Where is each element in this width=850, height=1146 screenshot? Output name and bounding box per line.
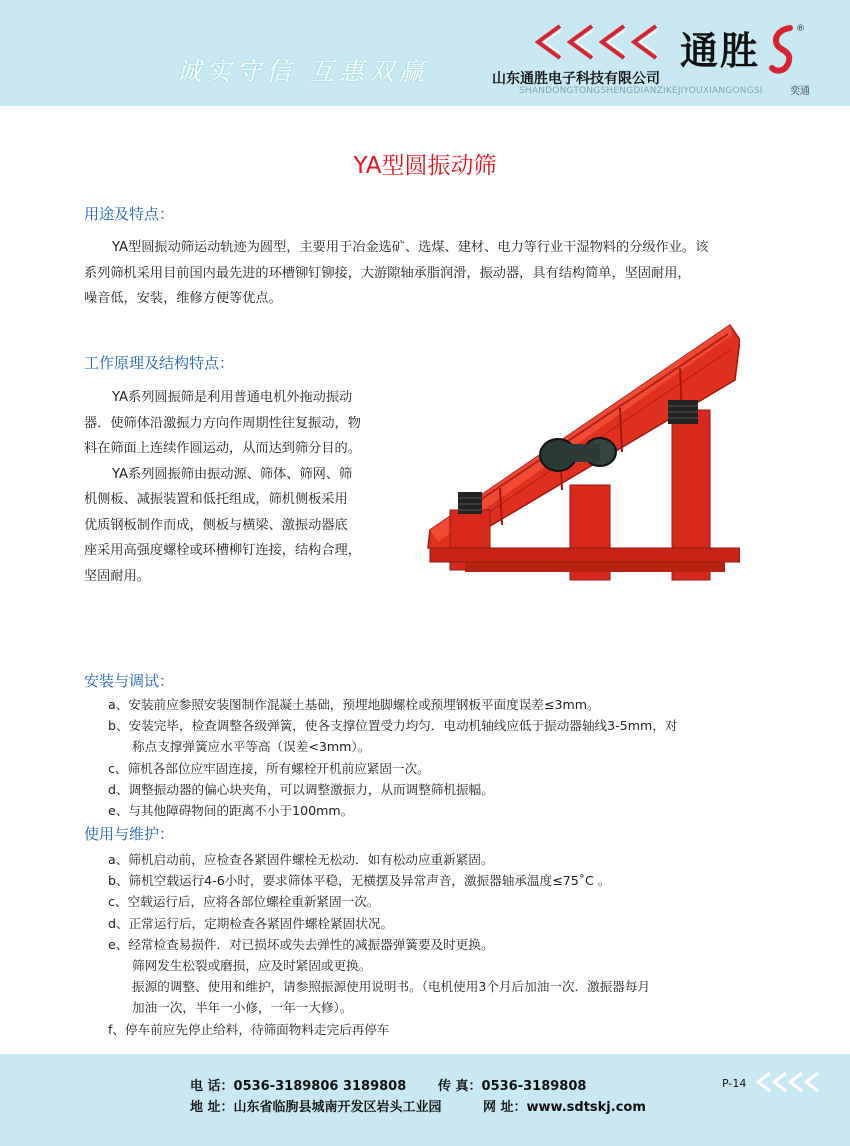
list-item: e、经常检查易损件．对已损坏或失去弹性的减振器弹簧要及时更换。 [108,936,494,952]
address-label: 地 址： [190,1100,234,1115]
fax-number: 0536-3189808 [481,1079,587,1094]
text-line: 坚固耐用。 [84,568,150,584]
maintenance-heading: 使用与维护： [84,825,175,843]
usage-heading: 用途及特点： [84,205,175,223]
page-number: P-14 [722,1077,747,1090]
list-item: a、安装前应参照安装图制作混凝土基础，预埋地脚螺栓或预埋钢板平面度误差≤3mm。 [108,697,600,712]
list-item: f、停车前应先停止给料，待筛面物料走完后再停车 [108,1021,390,1037]
list-item: b、筛机空载运行4-6小时，要求筛体平稳，无横摆及异常声音，激振器轴承温度≤75˚C 。 [108,873,611,889]
web-link[interactable]: www.sdtskj.com [526,1100,646,1115]
chevron-arrows-icon [754,1071,824,1093]
list-item: e、与其他障碍物间的距离不小于100mm。 [108,803,354,819]
list-item: 加油一次，半年一小修，一年一大修）。 [132,1000,353,1016]
text-line: 器．使筛体沿激振力方向作周期性往复振动，物 [84,415,361,431]
company-pinyin: SHANDONGTONGSHENGDIANZIKEJIYOUXIANGONGSI [519,86,763,96]
list-item: 筛网发生松裂或磨损，应及时紧固或更换。 [132,958,372,974]
text-line: 座采用高强度螺栓或环槽柳钉连接，结构合理， [84,543,361,558]
principle-heading: 工作原理及结构特点： [84,354,235,372]
list-item: d、正常运行后，定期检查各紧固件螺栓紧固状况。 [108,915,394,931]
address-row [190,1096,442,1115]
page-title: YA型圆振动筛 [353,153,497,179]
address-text: 山东省临朐县城南开发区岩头工业园 [233,1100,442,1115]
list-item: 称点支撑弹簧应水平等高（误差<3mm）。 [132,739,371,755]
chevron-arrows-icon [530,22,680,62]
text-line: YA型圆振动筛运动轨迹为圆型，主要用于冶金选矿、选煤、建材、电力等行业干湿物料的分级作业。该 [112,240,709,255]
list-item: 振源的调整、使用和维护，请参照振源使用说明书。（电机使用3个月后加油一次．激振器每月 [132,979,651,995]
vibrating-screen-image [410,320,740,585]
registered-mark: ® [796,24,805,34]
text-line: 系列筛机采用目前国内最先进的环槽铆钉铆接，大游隙轴承脂润滑，振动器，具有结构简单，坚固耐用， [84,265,691,281]
usage-paragraph [84,235,769,312]
text-line: 料在筛面上连续作圆运动，从而达到筛分目的。 [84,441,361,456]
install-list [108,694,677,821]
logo-text: 奕通 [790,86,810,97]
install-heading: 安装与调试： [84,672,175,690]
phone-label: 电 话： [190,1079,234,1094]
list-item: b、安装完毕，检查调整各级弹簧，使各支撑位置受力均匀．电动机轴线应低于振动器轴线3-5mm，对 [108,718,678,734]
principle-paragraph [84,385,384,589]
slogan: 诚实守信 互惠双赢 [176,57,429,86]
company-logo-icon [768,24,798,80]
page-header [0,0,850,106]
maintenance-list [108,849,650,1040]
list-item: c、空载运行后，应将各部位螺栓重新紧固一次。 [108,894,380,910]
text-line: 噪音低，安装，维修方便等优点。 [84,291,282,306]
list-item: c、筛机各部位应牢固连接，所有螺栓开机前应紧固一次。 [108,760,430,776]
phone-number: 0536-3189806 3189808 [233,1079,407,1094]
web-label: 网 址： [483,1100,527,1115]
text-line: 优质钢板制作而成，侧板与横梁、激振动器底 [84,517,348,533]
web-row [483,1096,646,1115]
text-line: YA系列圆振筛由振动源、筛体、筛网、筛 [112,466,353,482]
phone-row [190,1075,406,1094]
list-item: d、调整振动器的偏心块夹角，可以调整激振力，从而调整筛机振幅。 [108,781,494,797]
fax-label: 传 真： [438,1079,482,1094]
fax-row [438,1075,586,1094]
list-item: a、筛机启动前，应检查各紧固件螺栓无松动．如有松动应重新紧固。 [108,852,494,867]
company-name: 山东通胜电子科技有限公司 [492,71,660,87]
text-line: 机侧板、减振装置和低托组成，筛机侧板采用 [84,492,348,507]
brand-name: 通胜 [680,29,761,73]
text-line: YA系列圆振筛是利用普通电机外拖动振动 [112,390,353,405]
